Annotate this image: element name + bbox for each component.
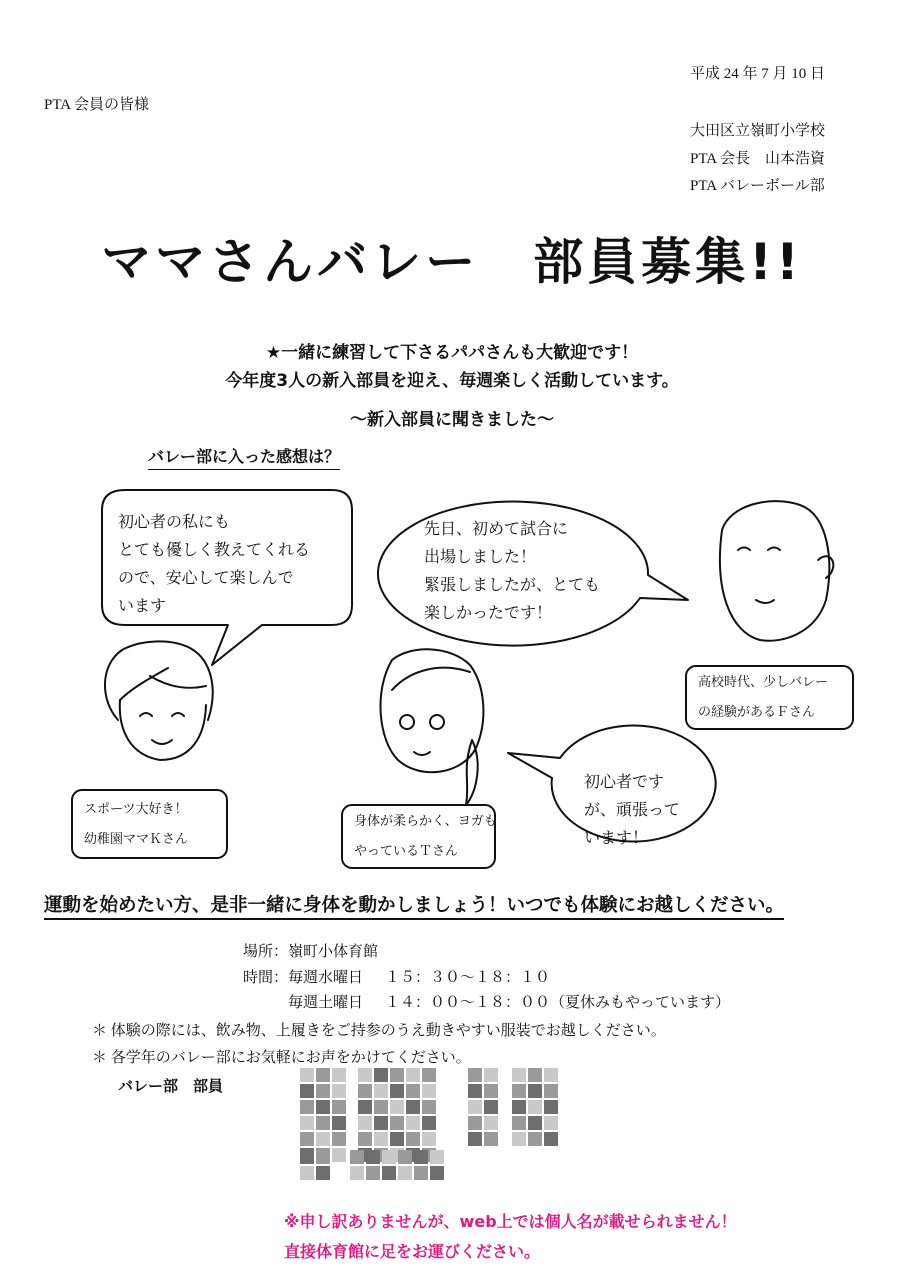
time1-hours: １５：３０～１８：１０ (385, 970, 551, 986)
bubble-f-line: 緊張しましたが、とても (424, 575, 601, 594)
time2-day: 毎週土曜日 (288, 995, 364, 1011)
caption-k-line: スポーツ大好き！ (84, 802, 188, 817)
intro-subheading: ～新入部員に聞きました～ (350, 410, 554, 430)
caption-f-text (698, 668, 828, 728)
document-date: 平成 24 年 7 月 10 日 (690, 66, 826, 82)
caption-t-line: やっているＴさん (354, 844, 459, 859)
privacy-notice-line-2: 直接体育館に足をお運びください。 (284, 1242, 541, 1261)
bubble-t-line: います！ (584, 828, 649, 847)
redacted-name-3 (468, 1068, 498, 1146)
caption-t-text (354, 807, 497, 867)
time-row-1 (243, 966, 550, 987)
caption-t-line: 身体が柔らかく、ヨガも (354, 814, 497, 829)
face-f-illustration (720, 501, 833, 641)
bubble-f-line: 先日、初めて試合に (424, 519, 569, 538)
page-title: ママさんバレー 部員募集!! (101, 233, 803, 291)
bubble-f-text (424, 515, 600, 627)
bubble-f-line: 楽しかったです！ (424, 603, 553, 622)
caption-f-line: 高校時代、少しバレー (698, 675, 829, 690)
call-to-action-headline: 運動を始めたい方、是非一緒に身体を動かしましょう！いつでも体験にお越しください。 (44, 891, 784, 920)
bubble-k-line: います (118, 596, 167, 615)
bubble-k-line: ので、安心して楽しんで (118, 568, 294, 587)
bubble-k-line: とても優しく教えてくれる (118, 540, 311, 559)
face-t-illustration (381, 649, 484, 805)
sender-school: 大田区立嶺町小学校 (690, 123, 826, 139)
redacted-name-1 (300, 1068, 346, 1162)
bubble-k-text (118, 508, 310, 620)
redacted-name-2 (358, 1068, 436, 1162)
intro-line-1: ★一緒に練習して下さるパパさんも大歓迎です！ (265, 343, 639, 363)
place-value: 嶺町小体育館 (288, 944, 379, 960)
intro-line-2: 今年度3人の新入部員を迎え、毎週楽しく活動しています。 (225, 371, 679, 391)
place-row (243, 940, 378, 961)
bubble-t-text (584, 768, 680, 852)
note-1: ＊ 体験の際には、飲み物、上履きをご持参のうえ動きやすい服装でお越しください。 (92, 1023, 666, 1039)
caption-k-line: 幼稚園ママＫさん (84, 832, 189, 847)
bubble-k-line: 初心者の私にも (118, 512, 231, 531)
note-2: ＊ 各学年のバレー部にお気軽にお声をかけてください。 (92, 1050, 471, 1066)
caption-k-text (84, 795, 188, 855)
face-k-illustration (105, 641, 213, 760)
addressee: PTA 会員の皆様 (44, 97, 150, 113)
place-label: 場所： (243, 944, 289, 960)
redacted-name-5 (300, 1150, 330, 1180)
privacy-notice-line-1: ※申し訳ありませんが、web上では個人名が載せられません！ (284, 1212, 737, 1231)
redacted-name-4 (512, 1068, 558, 1146)
sender-president: PTA 会長 山本浩資 (690, 151, 826, 167)
caption-f-line: の経験があるＦさん (698, 705, 816, 720)
time-row-2 (288, 991, 730, 1012)
sender-club: PTA バレーボール部 (690, 178, 825, 194)
bubble-t-line: が、頑張って (584, 800, 681, 819)
redacted-name-6 (350, 1150, 444, 1180)
question-heading: バレー部に入った感想は？ (148, 444, 340, 470)
bubble-f-line: 出場しました！ (424, 547, 537, 566)
bubble-t-line: 初心者です (584, 772, 665, 791)
time1-day: 毎週水曜日 (288, 970, 364, 986)
time-label: 時間： (243, 970, 289, 986)
time2-hours: １４：００～１８：００（夏休みもやっています） (385, 995, 731, 1011)
members-label: バレー部 部員 (118, 1077, 224, 1095)
